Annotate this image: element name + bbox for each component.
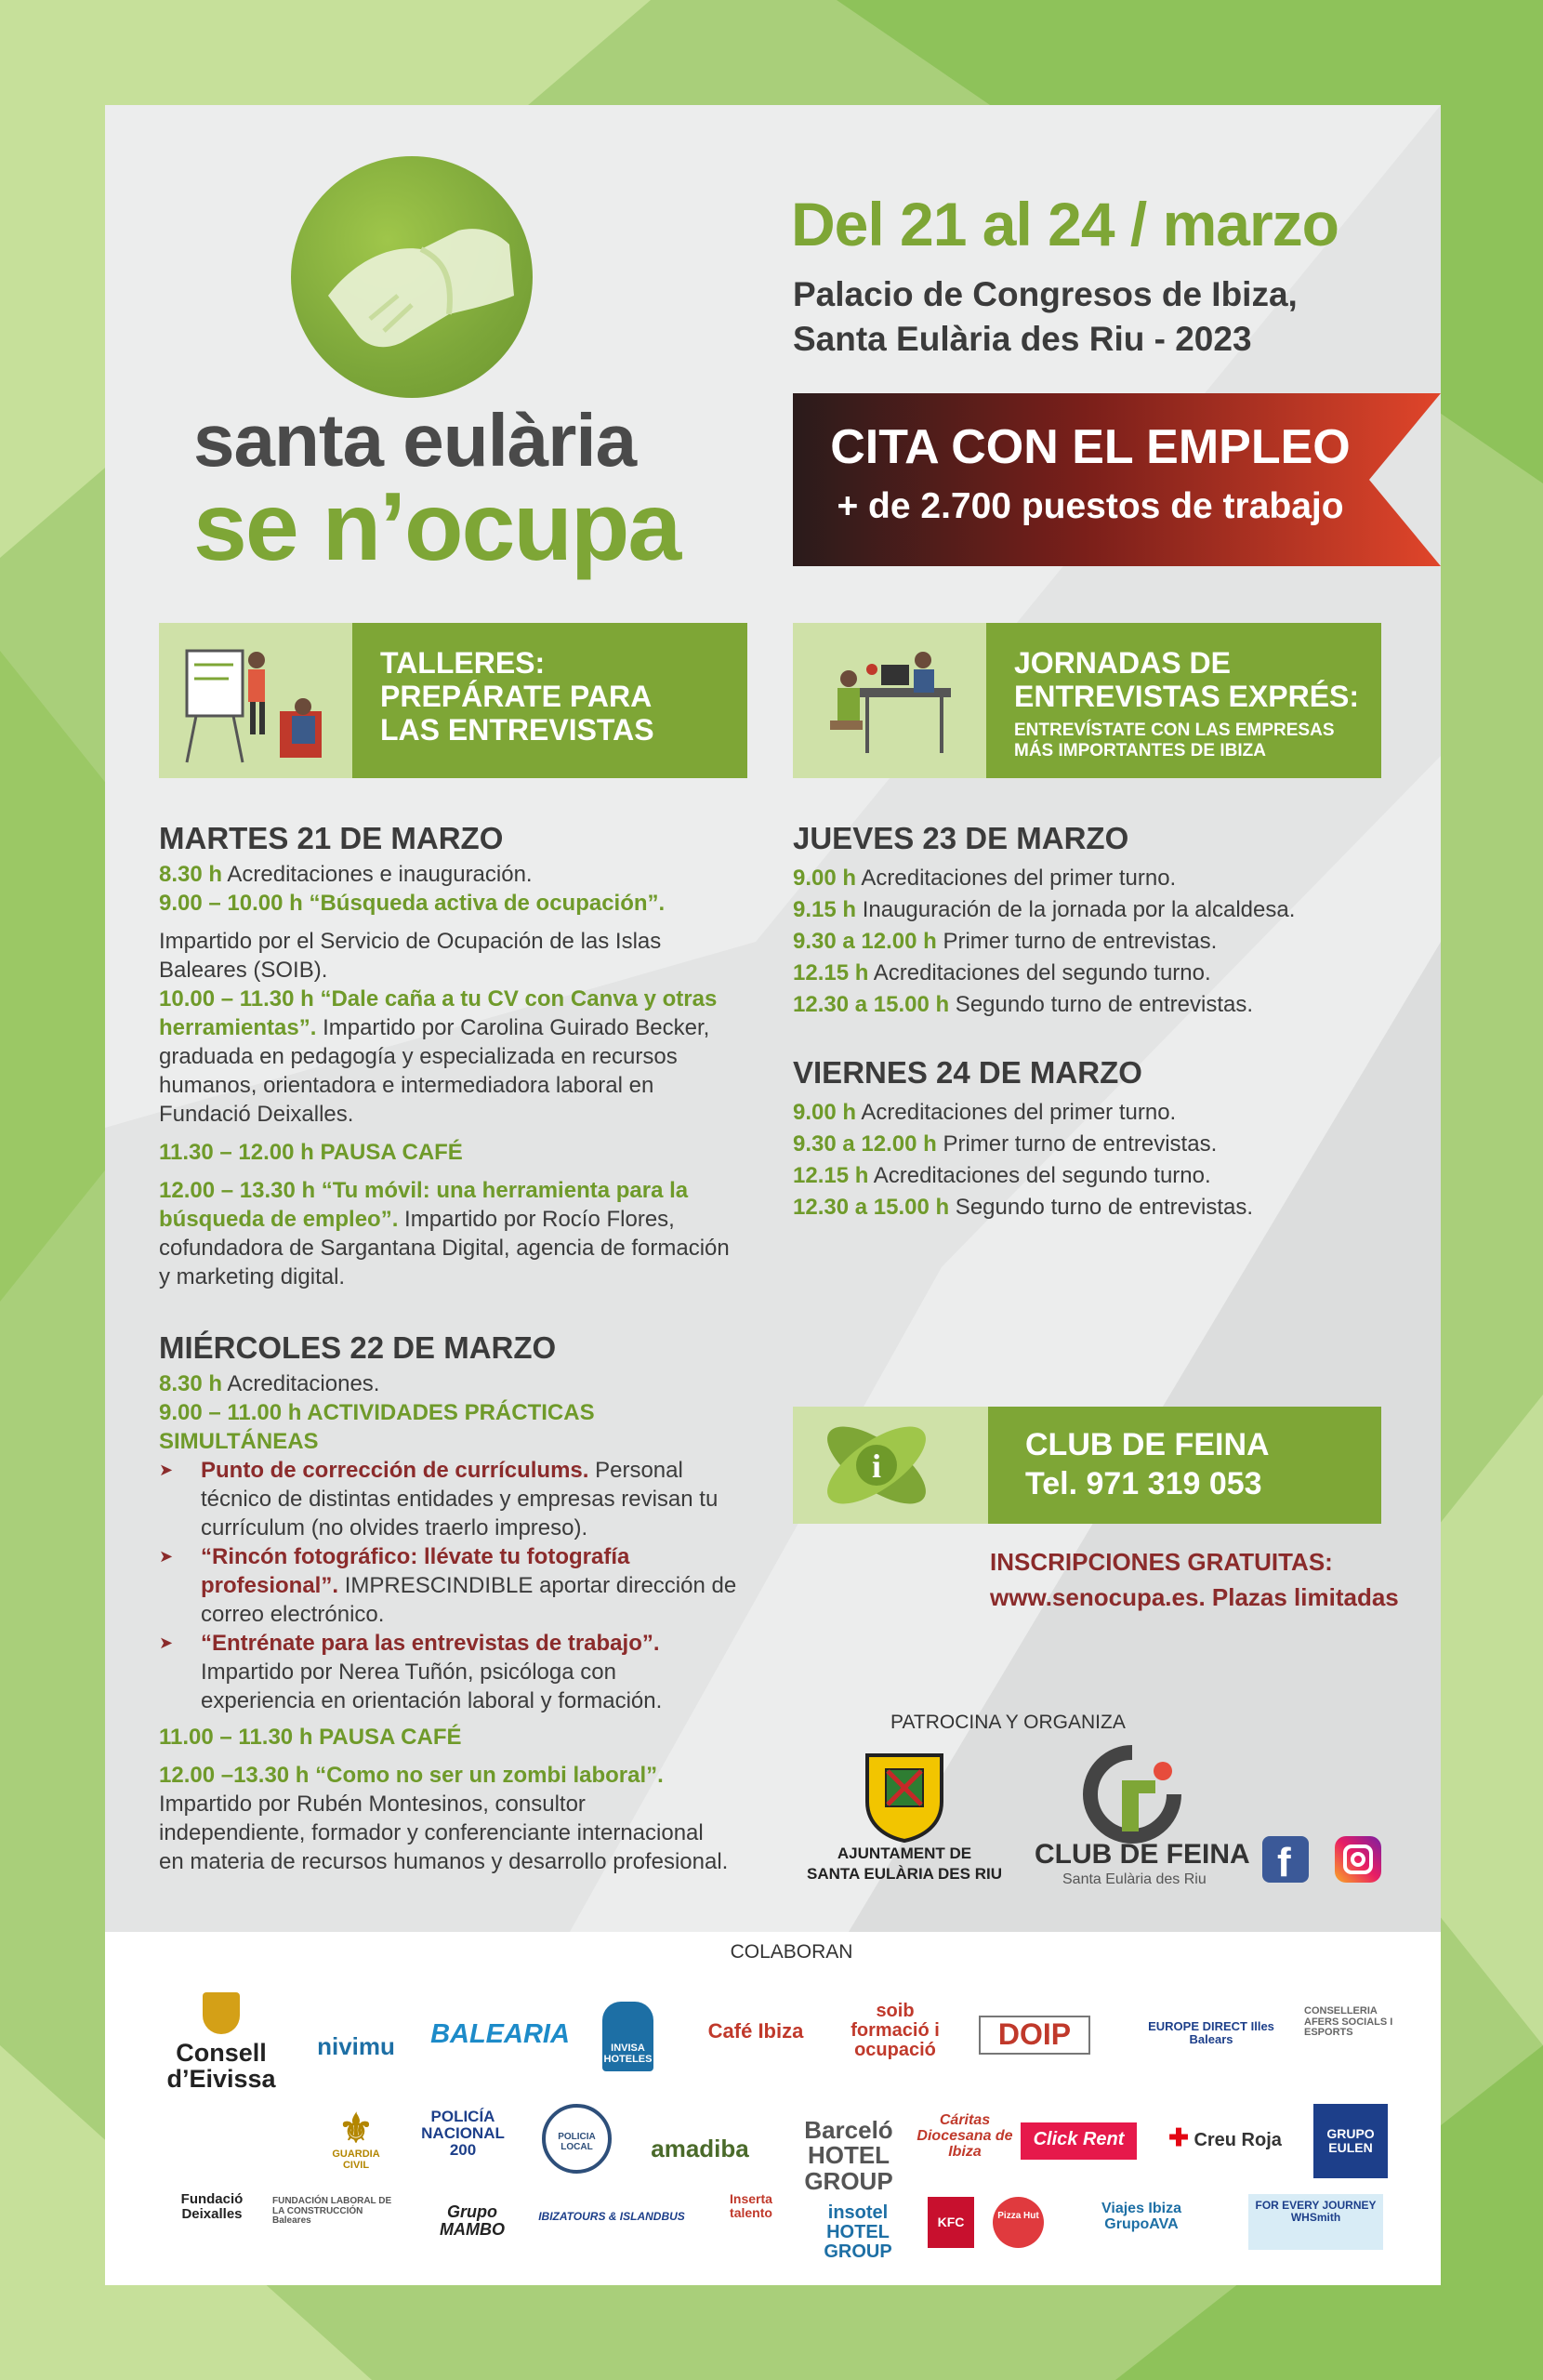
red-cross-icon: ✚ (1168, 2123, 1189, 2151)
sponsor-whsmith: FOR EVERY JOURNEY WHSmith (1248, 2194, 1383, 2250)
sponsor-viajes-ibiza: Viajes Ibiza GrupoAVA (1101, 2201, 1181, 2232)
martes-desc3e: Fundació Deixalles. (159, 1102, 354, 1127)
sponsor-soib: soib formació i ocupació (851, 2001, 940, 2060)
sponsor-insotel: insotel HOTEL GROUP (824, 2202, 892, 2262)
sponsor-deixalles: Fundació Deixalles (180, 2191, 244, 2222)
b1-l3: currículum (no olvides traerlo impreso). (201, 1515, 588, 1540)
inscr-label: INSCRIPCIONES GRATUITAS: (990, 1548, 1333, 1576)
miercoles-time1: 8.30 h (159, 1371, 223, 1396)
sponsor-click-rent: Click Rent (1021, 2122, 1137, 2160)
martes-heading: MARTES 21 DE MARZO (159, 821, 504, 855)
handshake-icon (291, 156, 533, 398)
schedule-row: 9.00 h Acreditaciones del primer turno. (793, 866, 1177, 891)
miercoles-time2a: 9.00 – 11.00 h ACTIVIDADES PRÁCTICAS (159, 1400, 595, 1425)
santa-eularia-logo (189, 156, 709, 621)
miercoles-desc4b: independiente, formador y conferenciante internacional (159, 1820, 704, 1845)
talleres-l1: TALLERES: (380, 646, 546, 680)
schedule-row: 9.30 a 12.00 h Primer turno de entrevistas. (793, 1131, 1218, 1157)
jornadas-l1: JORNADAS DE (1014, 646, 1231, 680)
interview-icon (793, 623, 986, 778)
martes-desc3c: graduada en pedagogía y especializada en recursos (159, 1044, 678, 1069)
colaboran-label: COLABORAN (730, 1941, 853, 1963)
b1-bold: Punto de corrección de currículums. (201, 1458, 589, 1483)
martes-time5a: 12.00 – 13.30 h “Tu móvil: una herramienta para la (159, 1178, 689, 1203)
sponsor-name: GUARDIA CIVIL (332, 2149, 380, 2171)
b2-rest: IMPRESCINDIBLE aportar dirección de (338, 1573, 737, 1598)
jueves-heading: JUEVES 23 DE MARZO (793, 821, 1129, 855)
guardia-civil-icon: ⚜ (338, 2107, 374, 2150)
b1-rest: Personal (588, 1458, 683, 1483)
schedule-row: 9.30 a 12.00 h Primer turno de entrevistas. (793, 929, 1218, 954)
martes-desc3d: humanos, orientadora e intermediadora laboral en (159, 1073, 654, 1098)
miercoles-pausa: 11.00 – 11.30 h PAUSA CAFÉ (159, 1725, 462, 1750)
list-item (159, 1456, 791, 1542)
list-item (159, 1629, 791, 1715)
sponsor-guardia-civil (319, 2109, 393, 2171)
sponsor-invisa: INVISA HOTELES (602, 2002, 653, 2071)
sponsor-conselleria: CONSELLERIA AFERS SOCIALS I ESPORTS (1304, 2005, 1393, 2039)
talleres-l3: LAS ENTREVISTAS (380, 713, 654, 747)
cita-banner (793, 393, 1441, 566)
martes-desc1: Acreditaciones e inauguración. (222, 862, 533, 887)
sponsor-eulen: GRUPO EULEN (1313, 2104, 1388, 2178)
b3-l2: Impartido por Nerea Tuñón, psicóloga con (201, 1659, 616, 1685)
jueves-schedule (793, 863, 1295, 1021)
sponsor-caritas: Cáritas Diocesana de Ibiza (917, 2112, 1013, 2160)
club-feina-logo-icon (1081, 1743, 1183, 1845)
ajunt-l2: SANTA EULÀRIA DES RIU (807, 1865, 1002, 1883)
sponsor-kfc: KFC (928, 2197, 974, 2248)
sponsor-policia-local: POLICIA LOCAL (542, 2104, 612, 2174)
miercoles-desc4a: Impartido por Rubén Montesinos, consultor (159, 1792, 586, 1817)
logo-circle (291, 156, 533, 398)
sponsor-policia-nacional: POLICÍA NACIONAL 200 (421, 2108, 505, 2159)
club-name: CLUB DE FEINA (1025, 1427, 1270, 1462)
miercoles-time4: 12.00 –13.30 h “Como no ser un zombi laboral”. (159, 1763, 664, 1788)
facebook-icon[interactable]: f (1262, 1836, 1309, 1883)
viernes-heading: VIERNES 24 DE MARZO (793, 1055, 1142, 1090)
martes-schedule (159, 860, 754, 1291)
ajuntament-text (793, 1844, 1016, 1884)
main-panel (105, 105, 1441, 1932)
sponsor-fundacion-laboral: FUNDACIÓN LABORAL DE LA CONSTRUCCIÓN Baleares (272, 2196, 392, 2226)
b2-l3: correo electrónico. (201, 1602, 385, 1627)
logo-line1: santa eulària (193, 399, 637, 482)
talleres-title (380, 646, 654, 747)
schedule-row: 12.15 h Acreditaciones del segundo turno. (793, 1163, 1211, 1188)
sponsor-nivimu: nivimu (317, 2032, 395, 2060)
miercoles-desc1: Acreditaciones. (222, 1371, 380, 1396)
schedule-row: 12.30 a 15.00 h Segundo turno de entrevistas. (793, 1195, 1254, 1220)
sponsor-doip: DOIP (979, 2016, 1090, 2055)
martes-pausa: 11.30 – 12.00 h PAUSA CAFÉ (159, 1140, 463, 1165)
b2-bold-b: profesional”. (201, 1573, 339, 1598)
list-item (159, 1542, 791, 1629)
sponsor-name: Consell d’Eivissa (166, 2039, 276, 2094)
ajunt-l1: AJUNTAMENT DE (837, 1844, 972, 1862)
consell-shield-icon (203, 1992, 240, 2034)
inscripciones (990, 1544, 1399, 1615)
club-feina-logo-sub: Santa Eulària des Riu (1062, 1871, 1207, 1887)
schedule-row: 12.15 h Acreditaciones del segundo turno. (793, 960, 1211, 985)
club-feina-logo-text: CLUB DE FEINA (1035, 1839, 1250, 1870)
martes-time3a: 10.00 – 11.30 h “Dale caña a tu CV con Canva y otras (159, 986, 718, 1012)
viernes-schedule (793, 1097, 1253, 1223)
sponsor-creu-roja (1160, 2125, 1290, 2150)
activities-list (159, 1456, 791, 1715)
banner-title: CITA CON EL EMPLEO (830, 420, 1351, 474)
b3-l3: experiencia en orientación laboral y formación. (201, 1688, 663, 1713)
b2-bold-a: ➤ “Rincón fotográfico: llévate tu fotografía (201, 1544, 630, 1569)
svg-text:i: i (871, 1448, 882, 1485)
info-icon (793, 1407, 988, 1524)
schedule-row: 9.00 h Acreditaciones del primer turno. (793, 1100, 1177, 1125)
inscr-url[interactable]: www.senocupa.es. Plazas limitadas (990, 1583, 1399, 1611)
martes-desc3b: Impartido por Carolina Guirado Becker, (316, 1015, 710, 1040)
sponsor-europe-direct: EUROPE DIRECT Illes Balears (1148, 2019, 1274, 2046)
schedule-row: 12.30 a 15.00 h Segundo turno de entrevistas. (793, 992, 1254, 1017)
sponsor-name: Creu Roja (1194, 2130, 1282, 2150)
jornadas-sub2: MÁS IMPORTANTES DE IBIZA (1014, 741, 1266, 760)
martes-desc5b: Impartido por Rocío Flores, (398, 1207, 675, 1232)
sponsor-consell (161, 1992, 282, 2093)
martes-desc5c: cofundadora de Sargantana Digital, agencia de formación (159, 1236, 730, 1261)
venue-line1: Palacio de Congresos de Ibiza, (793, 275, 1298, 313)
sponsor-mambo: Grupo MAMBO (440, 2202, 505, 2239)
venue-line2: Santa Eulària des Riu - 2023 (793, 320, 1252, 358)
schedule-row: 9.15 h Inauguración de la jornada por la alcaldesa. (793, 897, 1296, 922)
jornadas-l2: ENTREVISTAS EXPRÉS: (1014, 680, 1360, 713)
miercoles-heading: MIÉRCOLES 22 DE MARZO (159, 1330, 557, 1365)
presentation-icon (159, 623, 352, 778)
club-de-feina-box (793, 1407, 1381, 1524)
colaboran-area (105, 1932, 1441, 2285)
miercoles-schedule (159, 1369, 791, 1876)
sponsor-cafe-ibiza: Café Ibiza (707, 2019, 804, 2043)
martes-desc2b: Baleares (SOIB). (159, 958, 328, 983)
club-info (1025, 1425, 1270, 1503)
martes-desc5d: y marketing digital. (159, 1264, 346, 1289)
banner-subtitle: + de 2.700 puestos de trabajo (837, 486, 1344, 526)
jornadas-subtitle (1014, 721, 1335, 761)
sponsor-pizza-hut: Pizza Hut (993, 2197, 1044, 2248)
club-phone[interactable]: Tel. 971 319 053 (1025, 1466, 1262, 1501)
jornadas-box (793, 623, 1381, 778)
ajuntament-shield-icon (858, 1746, 951, 1844)
talleres-l2: PREPÁRATE PARA (380, 680, 653, 713)
martes-desc2a: Impartido por el Servicio de Ocupación de las Islas (159, 929, 662, 954)
sponsor-amadiba: amadiba (651, 2135, 749, 2162)
sponsor-inserta: Inserta talento (730, 2191, 772, 2220)
b3-bold: ➤ “Entrénate para las entrevistas de trabajo”. (201, 1631, 660, 1656)
martes-time2: 9.00 – 10.00 h “Búsqueda activa de ocupación”. (159, 891, 666, 916)
sponsor-balearia: BALEARIA (430, 2019, 570, 2049)
martes-time5b: búsqueda de empleo”. (159, 1207, 399, 1232)
talleres-box (159, 623, 747, 778)
miercoles-time2b: SIMULTÁNEAS (159, 1429, 319, 1454)
sponsor-ibizatours: IBIZATOURS & ISLANDBUS (538, 2210, 685, 2223)
b1-l2: técnico de distintas entidades y empresas revisan tu (201, 1487, 719, 1512)
logo-line2: se n’ocupa (193, 473, 680, 581)
event-date: Del 21 al 24 / marzo (791, 190, 1339, 258)
patrocina-label: PATROCINA Y ORGANIZA (890, 1712, 1126, 1733)
jornadas-title (1014, 646, 1359, 713)
sponsor-barcelo: Barceló HOTEL GROUP (804, 2116, 893, 2195)
martes-time1: 8.30 h (159, 862, 223, 887)
event-venue (793, 272, 1388, 362)
miercoles-desc4c: en materia de recursos humanos y desarrollo profesional. (159, 1849, 729, 1874)
martes-time3b: herramientas”. (159, 1015, 317, 1040)
instagram-icon[interactable] (1335, 1836, 1381, 1883)
jornadas-sub1: ENTREVÍSTATE CON LAS EMPRESAS (1014, 721, 1335, 740)
